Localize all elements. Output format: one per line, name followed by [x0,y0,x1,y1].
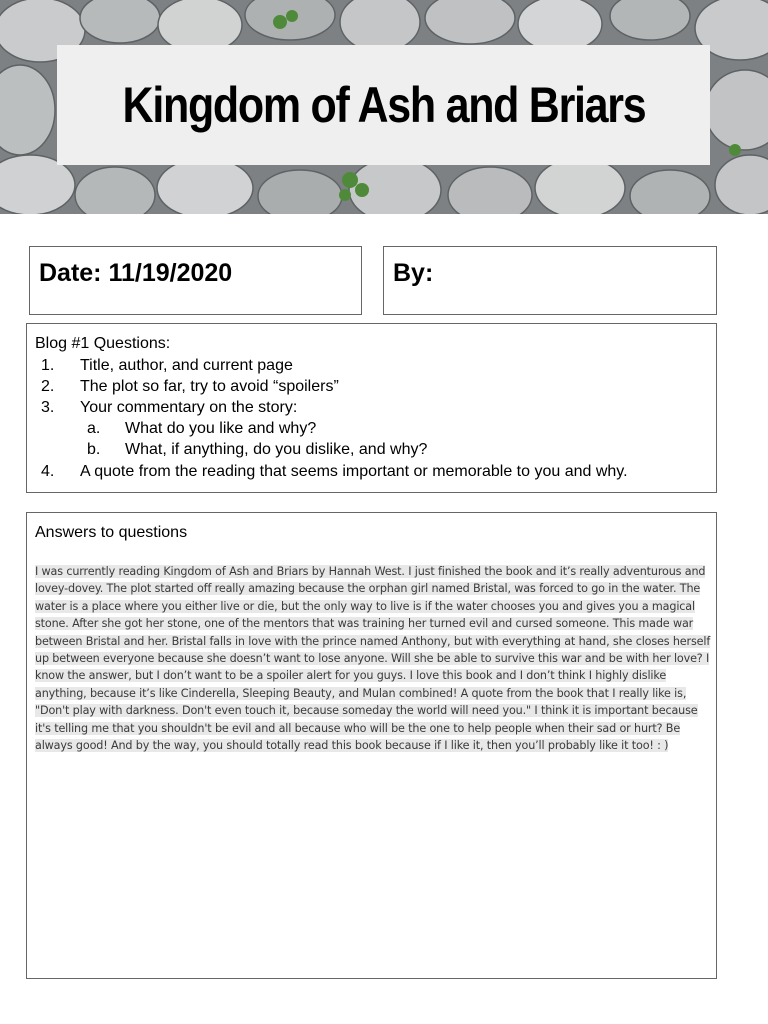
page-title: Kingdom of Ash and Briars [122,77,645,133]
questions-heading: Blog #1 Questions: [35,335,171,352]
answers-box [26,512,717,979]
question-text: A quote from the reading that seems important or memorable to you and why. [80,463,628,480]
answer-paragraph [35,563,711,754]
question-text: What do you like and why? [125,420,317,437]
date-label: Date: 11/19/2020 [39,259,233,287]
question-text: Your commentary on the story: [80,399,298,416]
author-box [383,246,717,315]
question-number: 4. [41,463,55,480]
question-letter: b. [87,441,101,458]
question-letter: a. [87,420,101,437]
question-number: 3. [41,399,55,416]
question-number: 1. [41,357,55,374]
question-number: 2. [41,378,55,395]
question-text: What, if anything, do you dislike, and why? [125,441,428,458]
answers-heading: Answers to questions [35,524,188,541]
answer-body: I was currently reading Kingdom of Ash and Briars by Hannah West. I just finished the book and it’s really adventurous and lovey-dovey. The plot started off really amazing because the orphan girl named Bristal, was forced to go in the water. The water is a place where you either live or die, but the only way to live is if the water chooses you and gives you a magical stone. After she got her stone, one of the mentors that was training her turned evil and cursed someone. This made war between Bristal and her. Bristal falls in love with the prince named Anthony, but with everything at hand, she closes herself up between everyone because she doesn’t want to lose anyone. Will she be able to survive this war and be with her love? I know the answer, but I don’t want to be a spoiler alert for you guys. I love this book and I don’t think I highly dislike anything, because it’s like Cinderella, Sleeping Beauty, and Mulan combined! A quote from the book that I really like is, "Don't play with darkness. Don't even touch it, because someday the world will need you." I think it is important because it's telling me that you shouldn't be evil and all because who will be the one to help people when their sad or hurt? Be always good! And by the way, you should totally read this book because if I like it, then you’ll probably like it too! : ) [35,565,711,753]
questions-box [26,323,717,493]
question-text: The plot so far, try to avoid “spoilers” [80,378,339,395]
title-box [57,45,710,165]
author-label: By: [393,259,434,287]
date-box [29,246,362,315]
question-text: Title, author, and current page [80,357,293,374]
